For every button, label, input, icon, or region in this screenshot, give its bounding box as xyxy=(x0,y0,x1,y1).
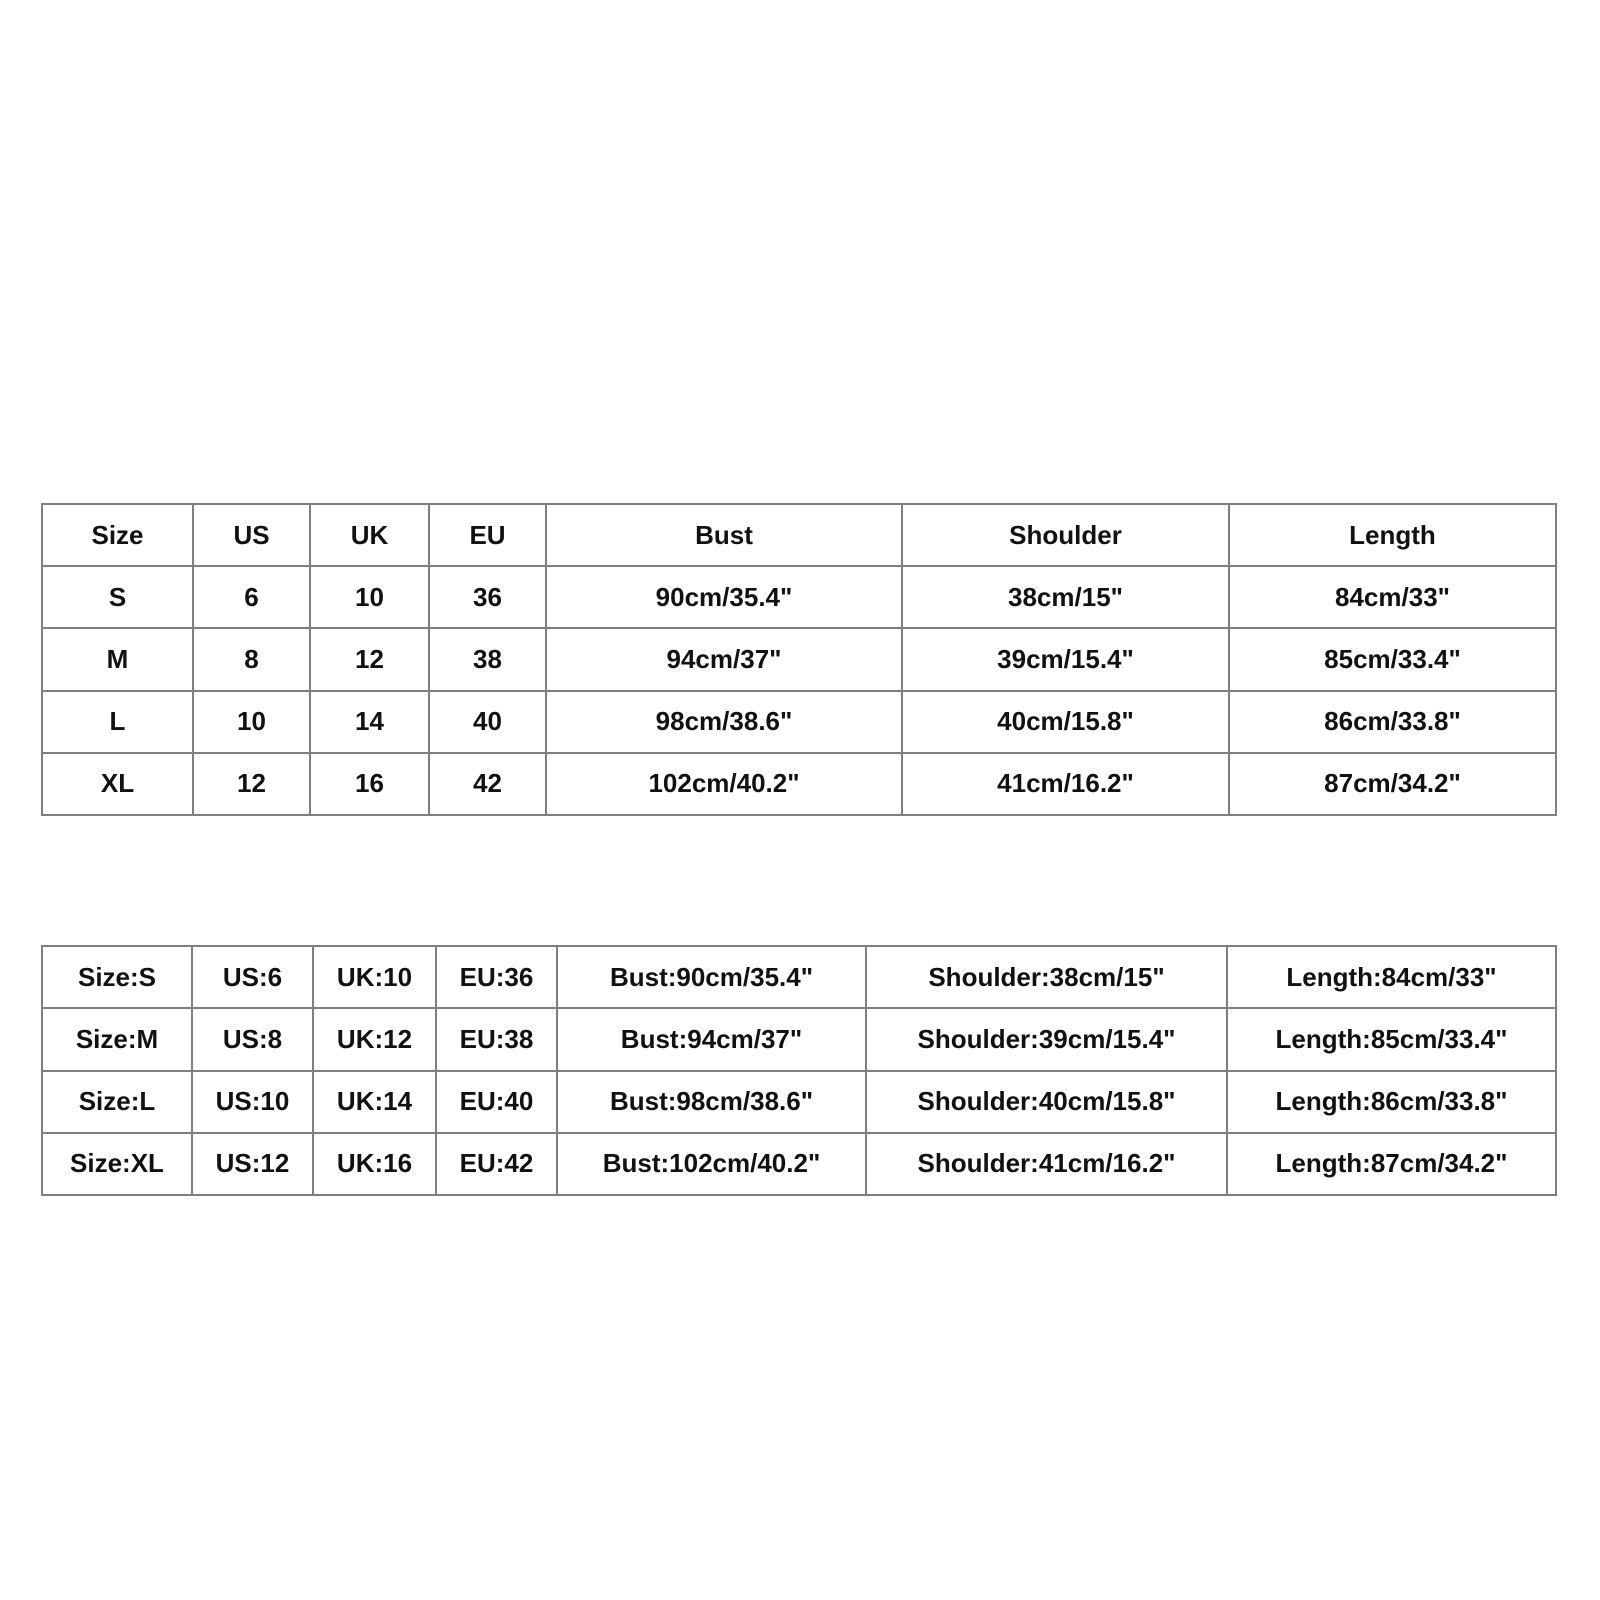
labeled-chart-bust-cell: Bust:90cm/35.4" xyxy=(557,946,866,1008)
labeled-chart-shoulder-cell: Shoulder:38cm/15" xyxy=(866,946,1227,1008)
size-chart-size-cell: M xyxy=(42,628,193,690)
labeled-chart-us-cell: US:6 xyxy=(192,946,313,1008)
size-chart-table xyxy=(41,503,1557,816)
size-chart-shoulder-cell: 40cm/15.8" xyxy=(902,691,1229,753)
size-chart-bust-cell: 90cm/35.4" xyxy=(546,566,902,628)
size-chart-length-cell: 84cm/33" xyxy=(1229,566,1556,628)
size-chart-length-cell: 86cm/33.8" xyxy=(1229,691,1556,753)
labeled-size-chart-table xyxy=(41,945,1557,1196)
labeled-chart-us-cell: US:12 xyxy=(192,1133,313,1195)
table-row xyxy=(42,628,1556,690)
size-chart-uk-cell: 14 xyxy=(310,691,429,753)
labeled-chart-uk-cell: UK:12 xyxy=(313,1008,436,1070)
labeled-chart-size-cell: Size:S xyxy=(42,946,192,1008)
table-row xyxy=(42,1133,1556,1195)
size-chart-uk-cell: 10 xyxy=(310,566,429,628)
size-chart-length-cell: Length xyxy=(1229,504,1556,566)
table-row xyxy=(42,1071,1556,1133)
table-row xyxy=(42,566,1556,628)
labeled-chart-shoulder-cell: Shoulder:40cm/15.8" xyxy=(866,1071,1227,1133)
size-chart-us-cell: 6 xyxy=(193,566,310,628)
table-row xyxy=(42,691,1556,753)
labeled-chart-eu-cell: EU:36 xyxy=(436,946,557,1008)
size-chart-bust-cell: 102cm/40.2" xyxy=(546,753,902,815)
size-chart-eu-cell: EU xyxy=(429,504,546,566)
labeled-chart-eu-cell: EU:38 xyxy=(436,1008,557,1070)
labeled-chart-bust-cell: Bust:98cm/38.6" xyxy=(557,1071,866,1133)
size-chart-shoulder-cell: 41cm/16.2" xyxy=(902,753,1229,815)
labeled-chart-us-cell: US:8 xyxy=(192,1008,313,1070)
labeled-chart-us-cell: US:10 xyxy=(192,1071,313,1133)
labeled-chart-length-cell: Length:84cm/33" xyxy=(1227,946,1556,1008)
size-chart-size-cell: S xyxy=(42,566,193,628)
labeled-chart-length-cell: Length:85cm/33.4" xyxy=(1227,1008,1556,1070)
size-chart-bust-cell: 98cm/38.6" xyxy=(546,691,902,753)
labeled-chart-eu-cell: EU:42 xyxy=(436,1133,557,1195)
table-row xyxy=(42,1008,1556,1070)
size-chart-us-cell: 10 xyxy=(193,691,310,753)
size-chart-us-cell: 8 xyxy=(193,628,310,690)
table-row xyxy=(42,946,1556,1008)
labeled-chart-length-cell: Length:87cm/34.2" xyxy=(1227,1133,1556,1195)
labeled-chart-uk-cell: UK:14 xyxy=(313,1071,436,1133)
labeled-chart-size-cell: Size:L xyxy=(42,1071,192,1133)
labeled-chart-bust-cell: Bust:102cm/40.2" xyxy=(557,1133,866,1195)
size-chart-shoulder-cell: 38cm/15" xyxy=(902,566,1229,628)
size-chart-size-cell: XL xyxy=(42,753,193,815)
size-chart-size-cell: L xyxy=(42,691,193,753)
size-chart-eu-cell: 42 xyxy=(429,753,546,815)
size-chart-length-cell: 87cm/34.2" xyxy=(1229,753,1556,815)
labeled-chart-size-cell: Size:M xyxy=(42,1008,192,1070)
size-chart-uk-cell: UK xyxy=(310,504,429,566)
size-chart-shoulder-cell: 39cm/15.4" xyxy=(902,628,1229,690)
size-chart-us-cell: US xyxy=(193,504,310,566)
labeled-chart-shoulder-cell: Shoulder:41cm/16.2" xyxy=(866,1133,1227,1195)
size-chart-eu-cell: 36 xyxy=(429,566,546,628)
size-chart-us-cell: 12 xyxy=(193,753,310,815)
size-chart-shoulder-cell: Shoulder xyxy=(902,504,1229,566)
table-header-row xyxy=(42,504,1556,566)
labeled-chart-uk-cell: UK:10 xyxy=(313,946,436,1008)
labeled-chart-size-cell: Size:XL xyxy=(42,1133,192,1195)
size-chart-bust-cell: Bust xyxy=(546,504,902,566)
size-chart-eu-cell: 40 xyxy=(429,691,546,753)
labeled-chart-bust-cell: Bust:94cm/37" xyxy=(557,1008,866,1070)
labeled-chart-shoulder-cell: Shoulder:39cm/15.4" xyxy=(866,1008,1227,1070)
size-chart-size-cell: Size xyxy=(42,504,193,566)
labeled-chart-eu-cell: EU:40 xyxy=(436,1071,557,1133)
size-chart-eu-cell: 38 xyxy=(429,628,546,690)
size-chart-uk-cell: 16 xyxy=(310,753,429,815)
labeled-chart-length-cell: Length:86cm/33.8" xyxy=(1227,1071,1556,1133)
table-row xyxy=(42,753,1556,815)
labeled-size-chart-body xyxy=(42,946,1556,1195)
size-chart-uk-cell: 12 xyxy=(310,628,429,690)
size-chart-bust-cell: 94cm/37" xyxy=(546,628,902,690)
labeled-chart-uk-cell: UK:16 xyxy=(313,1133,436,1195)
size-chart-body xyxy=(42,504,1556,815)
size-chart-length-cell: 85cm/33.4" xyxy=(1229,628,1556,690)
